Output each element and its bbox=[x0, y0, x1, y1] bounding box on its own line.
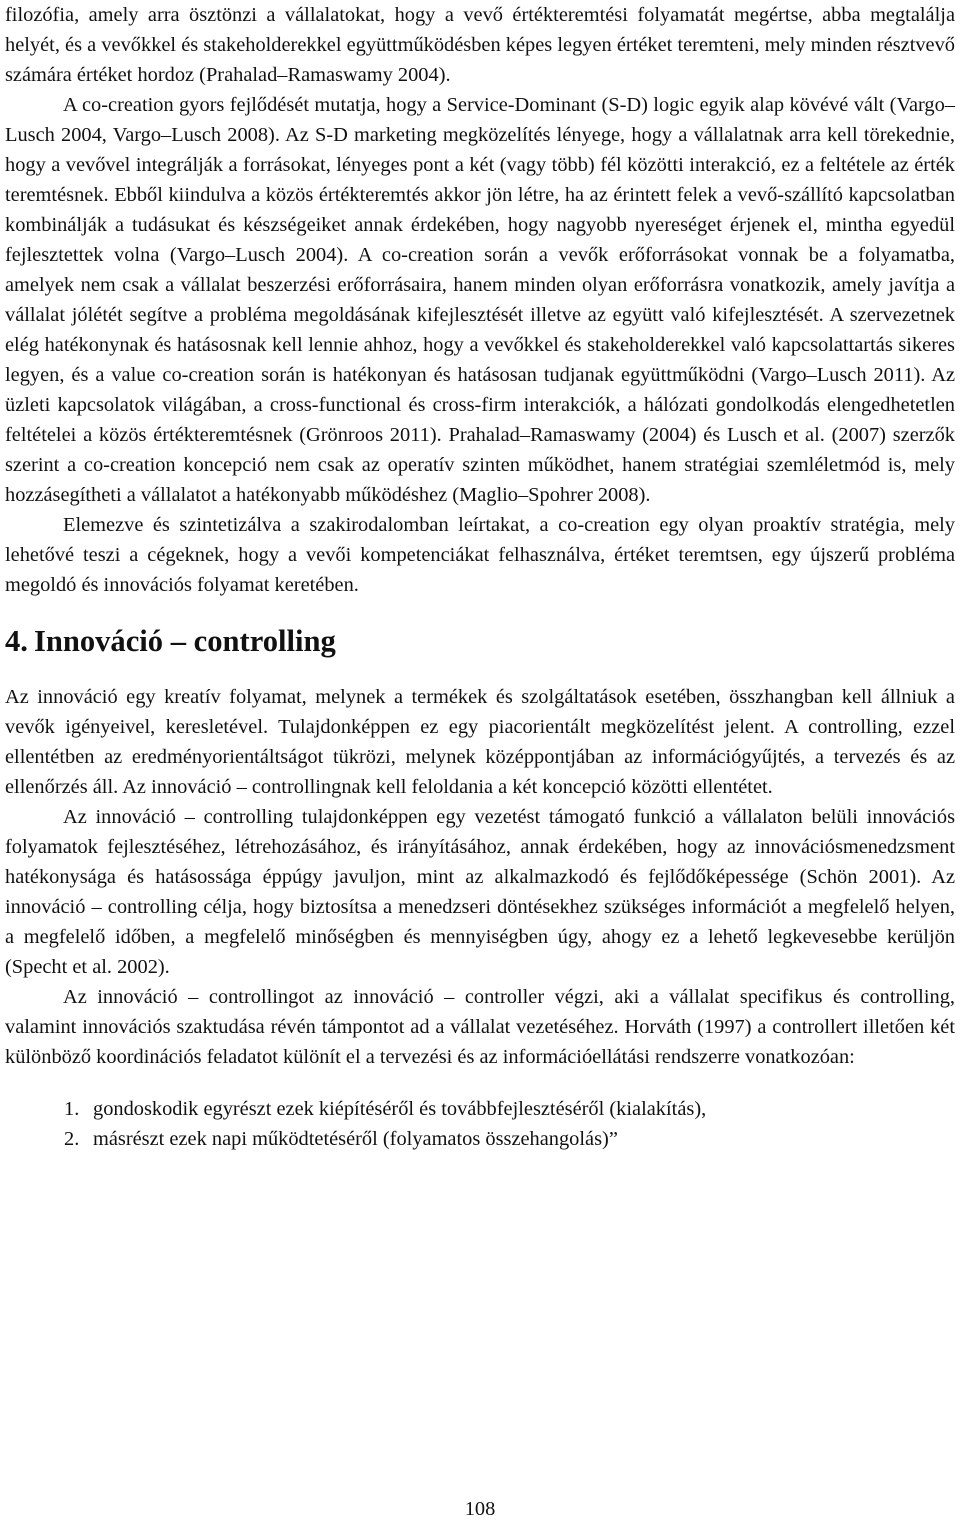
paragraph-innovation: Az innováció egy kreatív folyamat, melynek a termékek és szolgáltatások esetében, összhangban kell állniuk a vevők igényeivel, keresletével. Tulajdonképpen ez egy piacorientált megközelítést jelent. A controlling, ezzel ellentétben az eredményorientáltságot tükrözi, melynek középpontjában az információgyűjtés, a tervezés és az ellenőrzés áll. Az innováció – controllingnak kell feloldania a két koncepció közötti ellentétet. bbox=[5, 686, 955, 798]
section-heading bbox=[5, 626, 955, 656]
list-marker: 1. bbox=[64, 1098, 80, 1120]
paragraph-innovation-controlling: Az innováció – controlling tulajdonképpen egy vezetést támogató funkció a vállalaton belüli innovációs folyamatok fejlesztéséhez, létrehozásához, és irányításához, annak érdekében, hogy az innovációsmenedzsment hatékonysága és hatásossága éppúgy javuljon, mint az alkalmazkodó és fejlődőképessége (Schön 2001). Az innováció – controlling célja, hogy biztosítsa a menedzseri döntésekhez szükséges információt a megfelelő helyen, a megfelelő időben, a megfelelő minőségben és mennyiségben úgy, ahogy ez a lehető legkevesebbe kerüljön (Specht et al. 2002). bbox=[5, 806, 955, 978]
paragraph-controller: Az innováció – controllingot az innováció – controller végzi, aki a vállalat specifikus és controlling, valamint innovációs szaktudása révén támpontot ad a vállalat vezetéséhez. Horváth (1997) a controllert illetően két különböző koordinációs feladatot különít el a tervezési és az információellátási rendszerre vonatkozóan: bbox=[5, 986, 955, 1068]
list-item-text: másrészt ezek napi működtetéséről (folyamatos összehangolás)” bbox=[93, 1128, 618, 1150]
list-marker: 2. bbox=[64, 1128, 80, 1150]
paragraph-co-creation: A co-creation gyors fejlődését mutatja, hogy a Service-Dominant (S-D) logic egyik alap kövévé vált (Vargo–Lusch 2004, Vargo–Lusch 2008). Az S-D marketing megközelítés lényege, hogy a vállalatnak arra kell törekednie, hogy a vevővel integrálják a forrásokat, lényeges pont a két (vagy több) fél közötti interakció, ez a feltétele az érték teremtésnek. Ebből kiindulva a közös értékteremtés akkor jön létre, ha az érintett felek a vevő-szállító kapcsolatban kombinálják a tudásukat és készségeiket annak érdekében, hogy nagyobb nyereséget érjenek el, mintha egyedül fejlesztettek volna (Vargo–Lusch 2004). A co-creation során a vevők erőforrásokat vonnak be a folyamatba, amelyek nem csak a vállalat beszerzési erőforrásaira, hanem minden olyan erőforrásra vonatkozik, amely javítja a vállalat jólétét segítve a probléma megoldásának kifejlesztését illetve az együtt való kifejlesztését. A szervezetnek elég hatékonynak és hatásosnak kell lennie ahhoz, hogy a vevőkkel és stakeholderekkel való kapcsolattartás sikeres legyen, és a value co-creation során is hatékonyan és hatásosan tudjanak együttműködni (Vargo–Lusch 2011). Az üzleti kapcsolatok világában, a cross-functional és cross-firm interakciók, a hálózati gondolkodás elengedhetetlen feltételei a közös értékteremtésnek (Grönroos 2011). Prahalad–Ramaswamy (2004) és Lusch et al. (2007) szerzők szerint a co-creation koncepció nem csak az operatív szinten működhet, hanem stratégiai szemléletmód is, mely hozzásegítheti a vállalatot a hatékonyabb működéshez (Maglio–Spohrer 2008). bbox=[5, 94, 955, 506]
paragraph-intro: filozófia, amely arra ösztönzi a vállalatokat, hogy a vevő értékteremtési folyamatát megértse, abba megtalálja helyét, és a vevőkkel és stakeholderekkel együttműködésben képes legyen értéket teremteni, mely minden résztvevő számára értéket hordoz (Prahalad–Ramaswamy 2004). bbox=[5, 4, 955, 86]
paragraph-summary: Elemezve és szintetizálva a szakirodalomban leírtakat, a co-creation egy olyan proaktív stratégia, mely lehetővé teszi a cégeknek, hogy a vevői kompetenciákat felhasználva, értéket teremtsen, egy újszerű probléma megoldó és innovációs folyamat keretében. bbox=[5, 514, 955, 596]
section-number: 4. bbox=[5, 624, 28, 658]
page-number: 108 bbox=[464, 1498, 496, 1520]
coordination-task-list bbox=[5, 1094, 955, 1154]
list-item bbox=[5, 1124, 955, 1154]
list-item-text: gondoskodik egyrészt ezek kiépítéséről és továbbfejlesztéséről (kialakítás), bbox=[93, 1098, 707, 1120]
document-page bbox=[5, 0, 955, 1154]
list-item bbox=[5, 1094, 955, 1124]
section-title: Innováció – controlling bbox=[33, 624, 336, 658]
